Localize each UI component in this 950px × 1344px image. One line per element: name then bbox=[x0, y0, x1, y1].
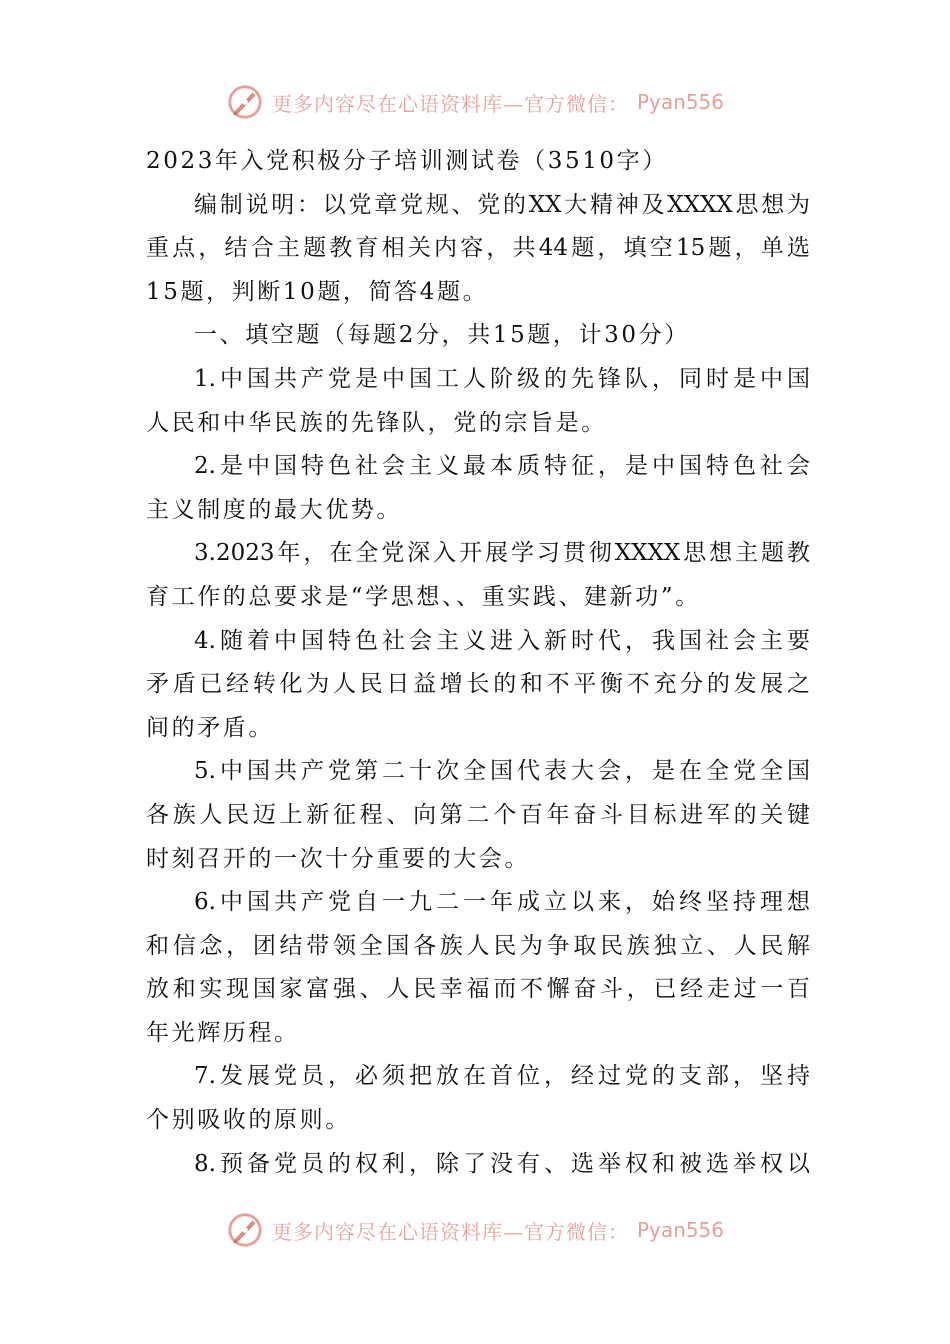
question-line: 1.中国共产党是中国工人阶级的先锋队，同时是中国 bbox=[194, 365, 810, 392]
question-line: 5.中国共产党第二十次全国代表大会，是在全党全国 bbox=[194, 758, 810, 785]
intro-line: 15题，判断10题，简答4题。 bbox=[146, 278, 489, 305]
question-line: 放和实现国家富强、人民幸福而不懈奋斗，已经走过一百 bbox=[146, 976, 810, 1003]
watermark-wechat-id: Pyan556 bbox=[636, 1218, 724, 1242]
question-line: 8.预备党员的权利，除了没有、选举权和被选举权以 bbox=[194, 1150, 810, 1177]
document-title: 2023年入党积极分子培训测试卷（3510字） bbox=[146, 148, 668, 174]
intro-line: 编制说明：以党章党规、党的XX大精神及XXXX思想为 bbox=[194, 191, 810, 218]
pen-logo-icon bbox=[226, 83, 264, 121]
question-line: 年光辉历程。 bbox=[146, 1019, 300, 1046]
question-line: 人民和中华民族的先锋队，党的宗旨是。 bbox=[146, 409, 607, 436]
watermark-text: 更多内容尽在心语资料库—官方微信： bbox=[271, 91, 629, 116]
watermark-wechat-id: Pyan556 bbox=[636, 90, 724, 114]
question-line: 4.随着中国特色社会主义进入新时代，我国社会主要 bbox=[194, 627, 810, 654]
question-line: 各族人民迈上新征程、向第二个百年奋斗目标进军的关键 bbox=[146, 801, 810, 828]
question-line: 7.发展党员，必须把放在首位，经过党的支部，坚持 bbox=[194, 1063, 810, 1090]
watermark-text: 更多内容尽在心语资料库—官方微信： bbox=[271, 1219, 629, 1244]
question-line: 时刻召开的一次十分重要的大会。 bbox=[146, 845, 530, 872]
question-line: 主义制度的最大优势。 bbox=[146, 496, 402, 523]
question-line: 矛盾已经转化为人民日益增长的和不平衡不充分的发展之 bbox=[146, 671, 810, 698]
pen-logo-icon bbox=[226, 1211, 264, 1249]
question-line: 和信念，团结带领全国各族人民为争取民族独立、人民解 bbox=[146, 932, 810, 959]
question-line: 6.中国共产党自一九二一年成立以来，始终坚持理想 bbox=[194, 889, 810, 916]
footer-watermark bbox=[0, 1208, 950, 1252]
question-line: 间的矛盾。 bbox=[146, 714, 274, 741]
header-watermark bbox=[0, 80, 950, 124]
section-heading: 一、填空题（每题2分，共15题，计30分） bbox=[194, 322, 690, 349]
question-line: 个别吸收的原则。 bbox=[146, 1107, 351, 1134]
question-line: 2.是中国特色社会主义最本质特征，是中国特色社会 bbox=[194, 453, 810, 480]
question-line: 3.2023年，在全党深入开展学习贯彻XXXX思想主题教 bbox=[194, 540, 810, 567]
intro-line: 重点，结合主题教育相关内容，共44题，填空15题，单选 bbox=[146, 235, 810, 262]
document-body bbox=[146, 140, 810, 1186]
question-line: 育工作的总要求是“学思想、、重实践、建新功”。 bbox=[146, 583, 701, 610]
